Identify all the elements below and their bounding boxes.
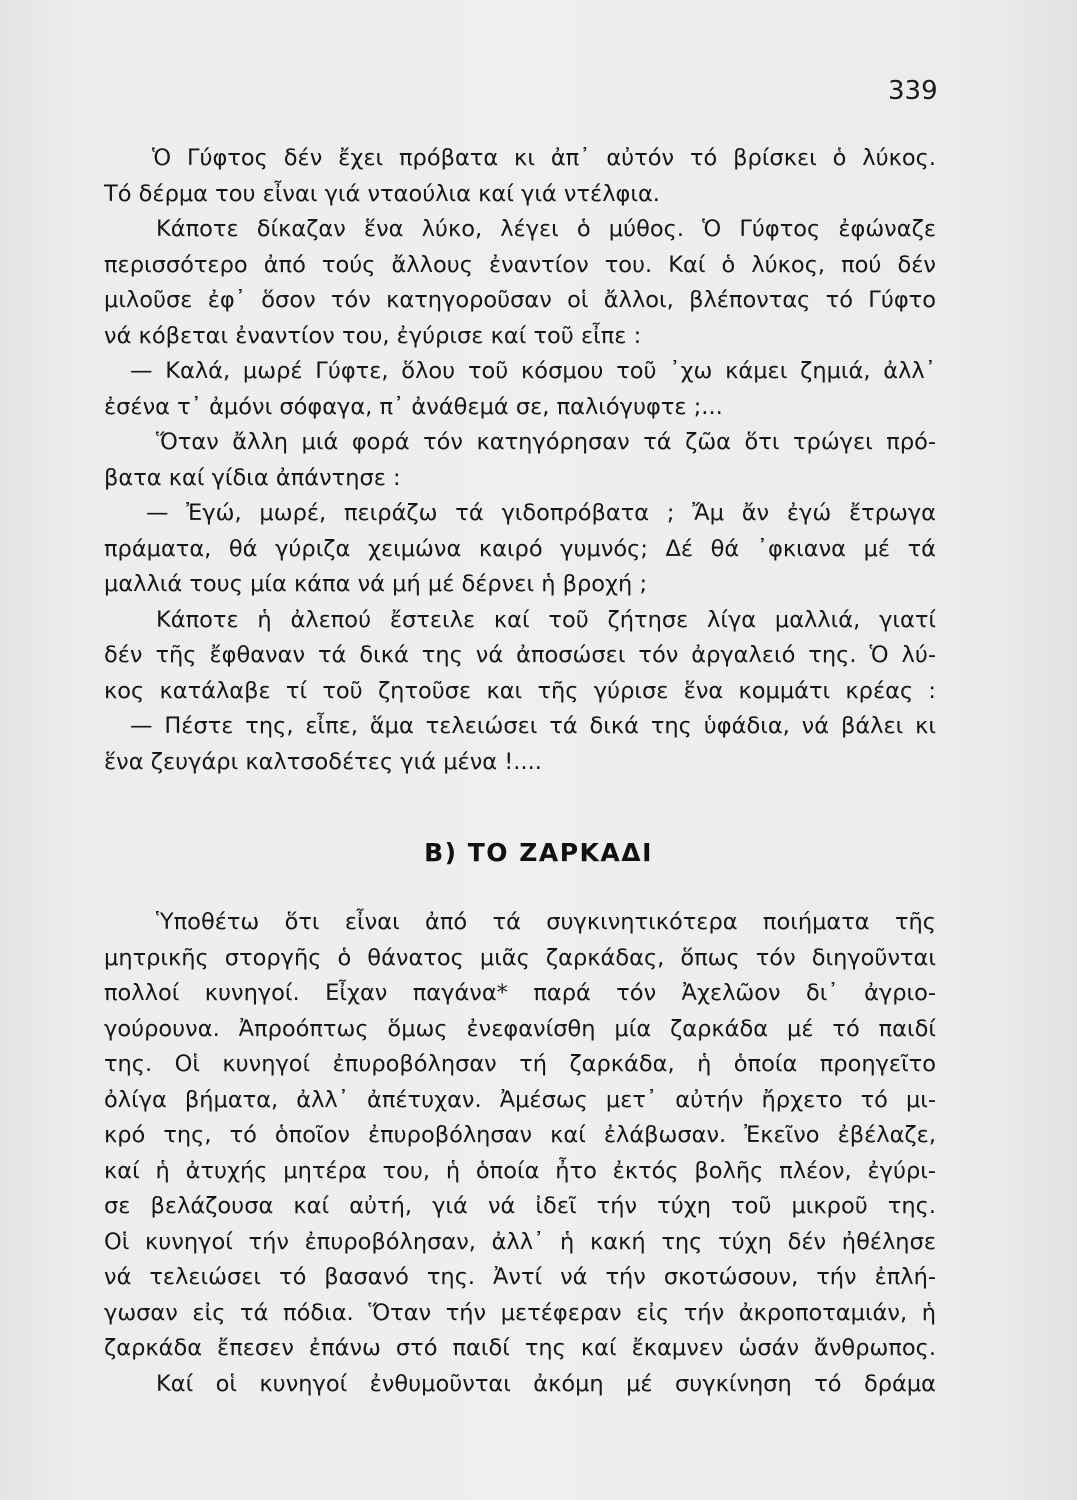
text-line: Οἱ κυνηγοί τήν ἐπυροβόλησαν, ἀλλ᾽ ἡ κακή της τύχη δέν ἠθέλησε xyxy=(104,1228,936,1255)
text-line: μιλοῦσε ἐφ᾽ ὅσον τόν κατηγοροῦσαν οἱ ἄλλοι, βλέποντας τό Γύφτο xyxy=(104,287,936,313)
text-line: νά τελειώσει τό βασανό της. Ἀντί νά τήν σκοτώσουν, τήν ἐπλή- xyxy=(104,1264,936,1290)
text-line: μητρικῆς στοργῆς ὁ θάνατος μιᾶς ζαρκάδας, ὅπως τόν διηγοῦνται xyxy=(104,944,936,971)
text-line: της. Οἱ κυνηγοί ἐπυροβόλησαν τή ζαρκάδα, ἡ ὁποία προηγεῖτο xyxy=(104,1051,936,1077)
text-line: Ὑποθέτω ὅτι εἶναι ἀπό τά συγκινητικότερα ποιήματα τῆς xyxy=(156,909,936,935)
text-line: σε βελάζουσα καί αὐτή, γιά νά ἰδεῖ τήν τύχη τοῦ μικροῦ της. xyxy=(104,1193,936,1219)
text-line: δέν τῆς ἔφθαναν τά δικά της νά ἀποσώσει τόν ἀργαλειό της. Ὁ λύ- xyxy=(104,642,936,668)
text-line: γωσαν εἰς τά πόδια. Ὅταν τήν μετέφεραν εἰς τήν ἀκροποταμιάν, ἡ xyxy=(104,1299,936,1326)
section-one-text xyxy=(104,141,936,780)
text-line: — Καλά, μωρέ Γύφτε, ὅλου τοῦ κόσμου τοῦ ᾽χω κάμει ζημιά, ἀλλ᾽ xyxy=(130,358,936,384)
text-line: ζαρκάδα ἔπεσεν ἐπάνω στό παιδί της καί ἔκαμνεν ὡσάν ἄνθρωπος. xyxy=(104,1335,936,1361)
section-two-text xyxy=(104,905,936,1402)
text-line: γούρουνα. Ἀπροόπτως ὅμως ἐνεφανίσθη μία ζαρκάδα μέ τό παιδί xyxy=(104,1015,936,1042)
text-line: κρό της, τό ὁποῖον ἐπυροβόλησαν καί ἐλάβωσαν. Ἐκεῖνο ἐβέλαζε, xyxy=(104,1122,936,1148)
text-line: Ὁ Γύφτος δέν ἔχει πρόβατα κι ἀπ᾽ αὐτόν τό βρίσκει ὁ λύκος. xyxy=(152,145,936,171)
text-line: ἕνα ζευγάρι καλτσοδέτες γιά μένα !.... xyxy=(104,748,542,775)
text-line: Ὅταν ἄλλη μιά φορά τόν κατηγόρησαν τά ζῶα ὅτι τρώγει πρό- xyxy=(156,429,936,455)
text-line: — Πέστε της, εἶπε, ἅμα τελειώσει τά δικά της ὑφάδια, νά βάλει κι xyxy=(130,713,936,739)
text-line: ὀλίγα βήματα, ἀλλ᾽ ἀπέτυχαν. Ἀμέσως μετ᾽ αὐτήν ἤρχετο τό μι- xyxy=(104,1086,936,1113)
text-line: Τό δέρμα του εἶναι γιά νταούλια καί γιά ντέλφια. xyxy=(104,180,660,207)
text-line: μαλλιά τους μία κάπα νά μή μέ δέρνει ἡ βροχή ; xyxy=(104,571,648,597)
text-line: βατα καί γίδια ἀπάντησε : xyxy=(104,464,401,491)
text-line: Κάποτε δίκαζαν ἕνα λύκο, λέγει ὁ μύθος. Ὁ Γύφτος ἐφώναζε xyxy=(156,216,936,242)
text-line: νά κόβεται ἐναντίον του, ἐγύρισε καί τοῦ εἶπε : xyxy=(104,322,642,349)
text-line: ἐσένα τ᾽ ἀμόνι σόφαγα, π᾽ ἀνάθεμά σε, παλιόγυφτε ;... xyxy=(104,393,723,420)
text-line: Καί οἱ κυνηγοί ἐνθυμοῦνται ἀκόμη μέ συγκίνηση τό δράμα xyxy=(156,1370,936,1397)
text-line: κος κατάλαβε τί τοῦ ζητοῦσε και τῆς γύρισε ἕνα κομμάτι κρέας : xyxy=(104,677,936,704)
text-line: πράματα, θά γύριζα χειμώνα καιρό γυμνός; Δέ θά ᾽φκιανα μέ τά xyxy=(104,535,936,562)
text-line: — Ἐγώ, μωρέ, πειράζω τά γιδοπρόβατα ; Ἄμ ἄν ἐγώ ἔτρωγα xyxy=(146,500,936,526)
text-line: καί ἡ ἀτυχής μητέρα του, ἡ ὁποία ἦτο ἐκτός βολῆς πλέον, ἐγύρι- xyxy=(104,1157,936,1184)
section-heading: Β) ΤΟ ΖΑΡΚΑΔΙ xyxy=(424,838,653,867)
page-number: 339 xyxy=(888,76,938,106)
text-line: Κάποτε ἡ ἀλεπού ἔστειλε καί τοῦ ζήτησε λίγα μαλλιά, γιατί xyxy=(156,606,936,633)
text-line: πολλοί κυνηγοί. Εἶχαν παγάνα* παρά τόν Ἀχελῶον δι᾽ ἀγριο- xyxy=(104,980,936,1006)
text-line: περισσότερο ἀπό τούς ἄλλους ἐναντίον του. Καί ὁ λύκος, πού δέν xyxy=(104,251,936,278)
